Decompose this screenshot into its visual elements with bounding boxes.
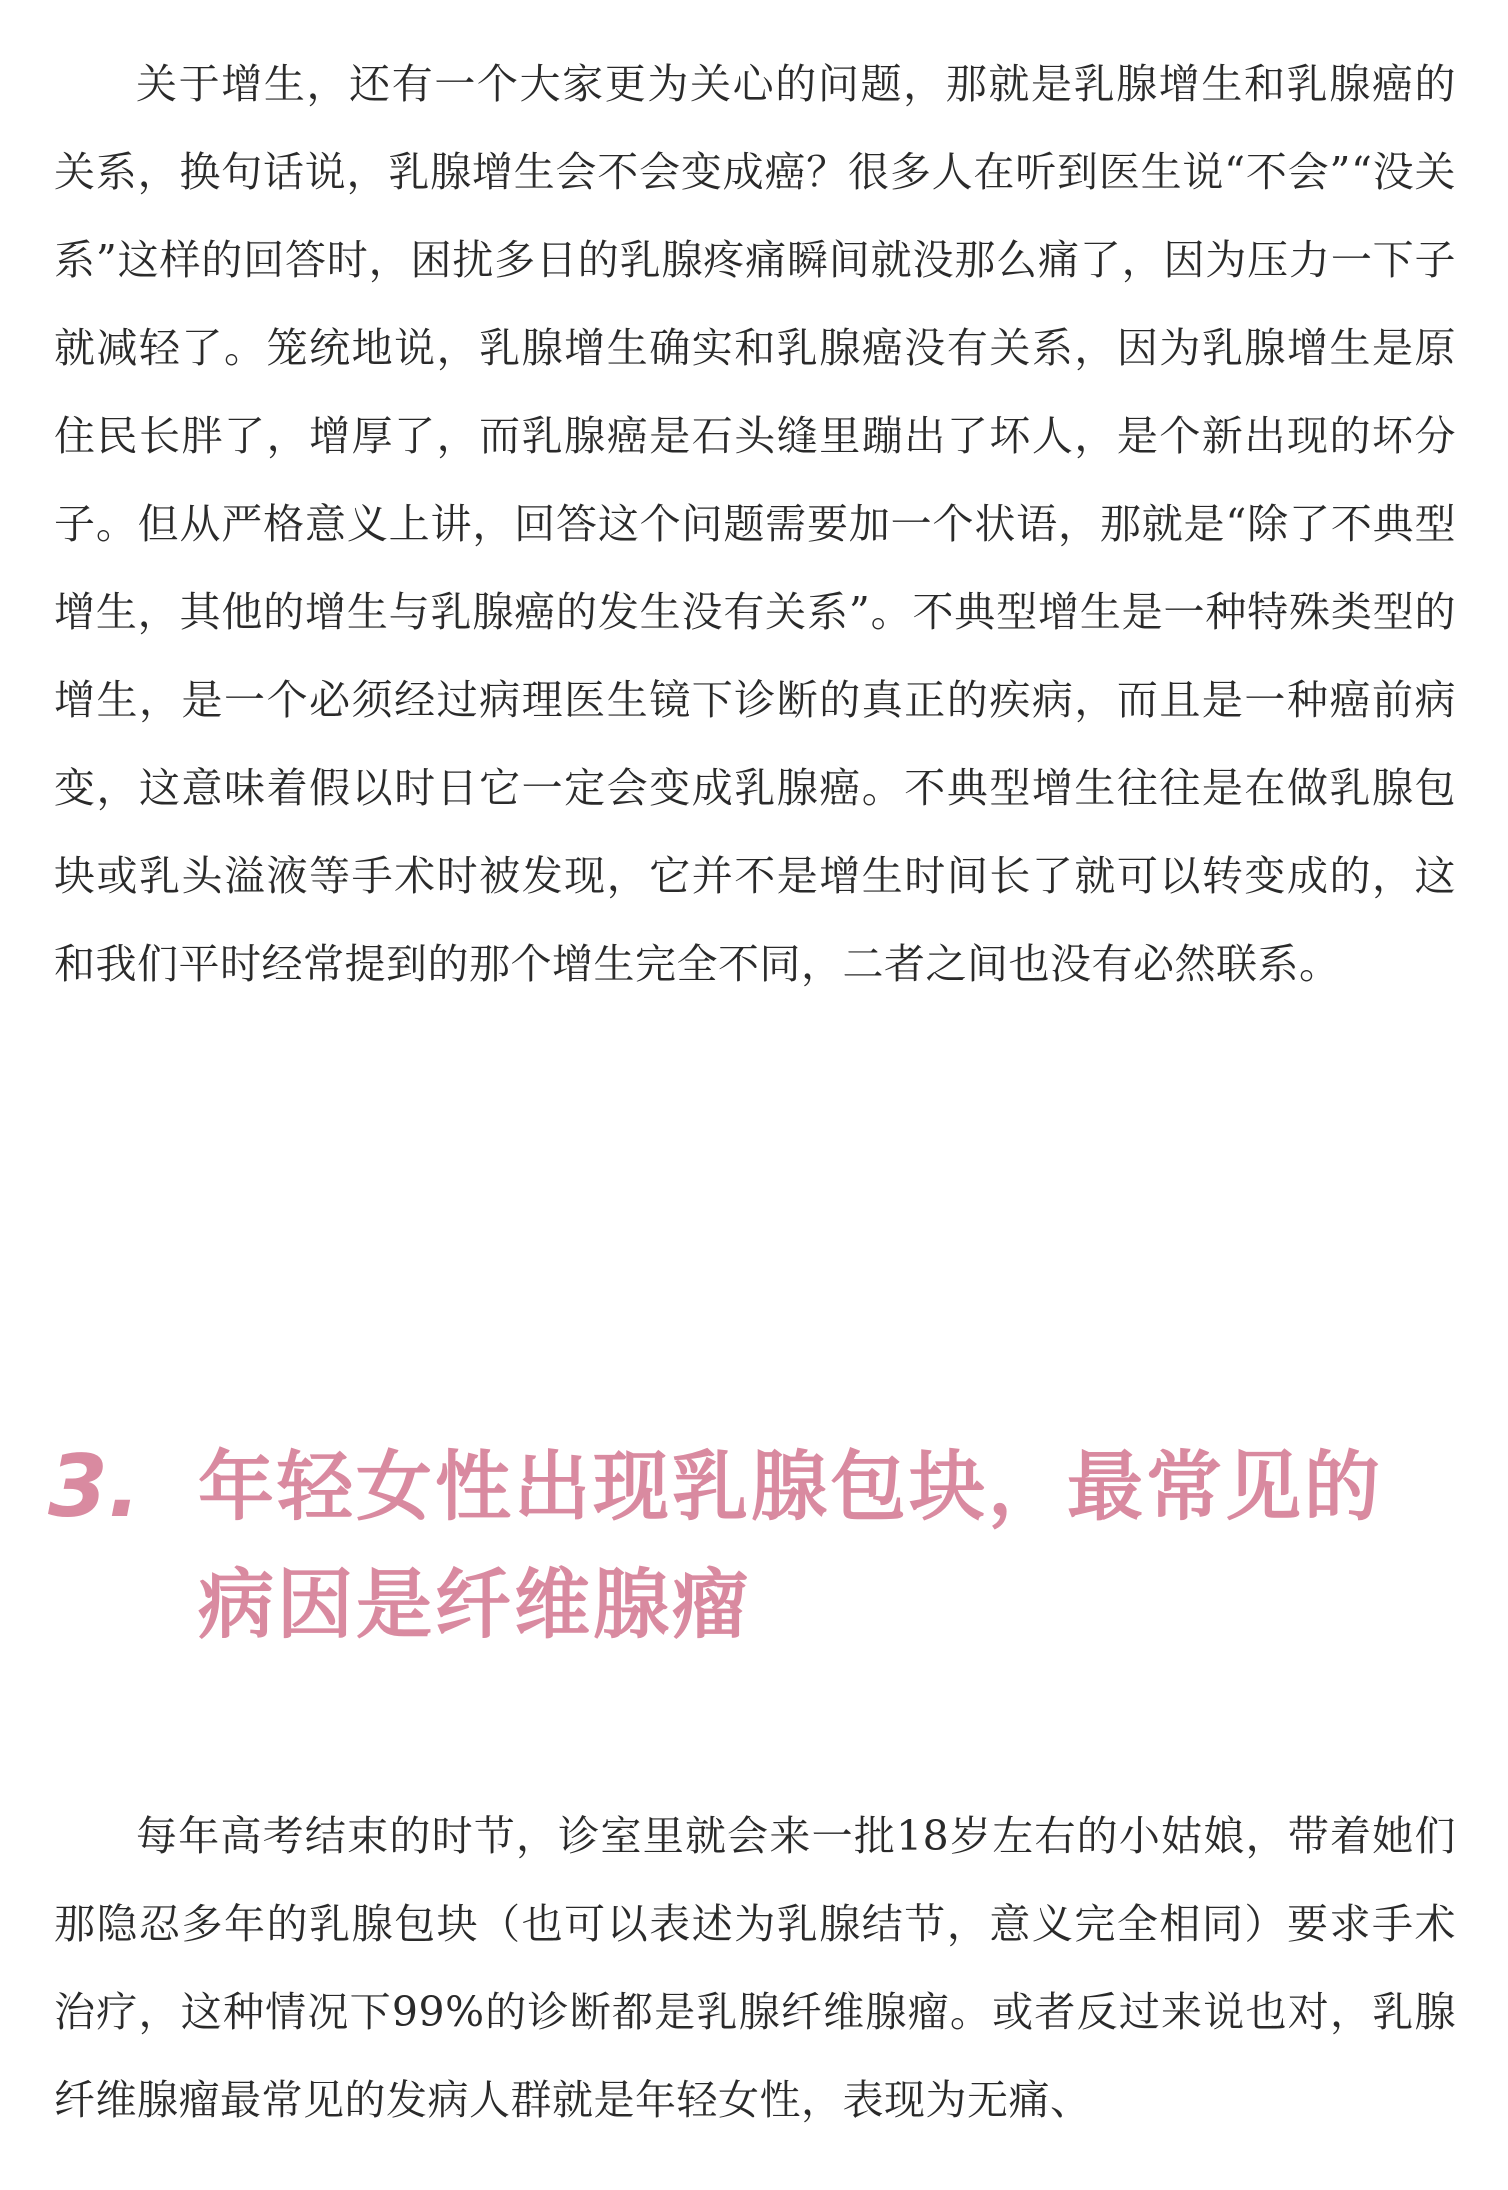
section-number: 3. [48, 1437, 141, 1537]
body-paragraph-fibroadenoma: 每年高考结束的时节，诊室里就会来一批18岁左右的小姑娘，带着她们那隐忍多年的乳腺包块（也可以表述为乳腺结节，意义完全相同）要求手术治疗，这种情况下99%的诊断都是乳腺纤维腺瘤。或者反过来说也对，乳腺纤维腺瘤最常见的发病人群就是年轻女性，表现为无痛、 [54, 1812, 1456, 2124]
section-heading [48, 1428, 1458, 1668]
section-title [198, 1428, 1458, 1664]
section-title-line-1: 年轻女性出现乳腺包块，最常见的 [198, 1442, 1383, 1531]
body-paragraph-hyperplasia: 关于增生，还有一个大家更为关心的问题，那就是乳腺增生和乳腺癌的关系，换句话说，乳腺增生会不会变成癌？很多人在听到医生说“不会”“没关系”这样的回答时，困扰多日的乳腺疼痛瞬间就没那么痛了，因为压力一下子就减轻了。笼统地说，乳腺增生确实和乳腺癌没有关系，因为乳腺增生是原住民长胖了，增厚了，而乳腺癌是石头缝里蹦出了坏人，是个新出现的坏分子。但从严格意义上讲，回答这个问题需要加一个状语，那就是“除了不典型增生，其他的增生与乳腺癌的发生没有关系”。不典型增生是一种特殊类型的增生，是一个必须经过病理医生镜下诊断的真正的疾病，而且是一种癌前病变，这意味着假以时日它一定会变成乳腺癌。不典型增生往往是在做乳腺包块或乳头溢液等手术时被发现，它并不是增生时间长了就可以转变成的，这和我们平时经常提到的那个增生完全不同，二者之间也没有必然联系。 [54, 60, 1456, 988]
section-title-line-2: 病因是纤维腺瘤 [198, 1560, 751, 1649]
